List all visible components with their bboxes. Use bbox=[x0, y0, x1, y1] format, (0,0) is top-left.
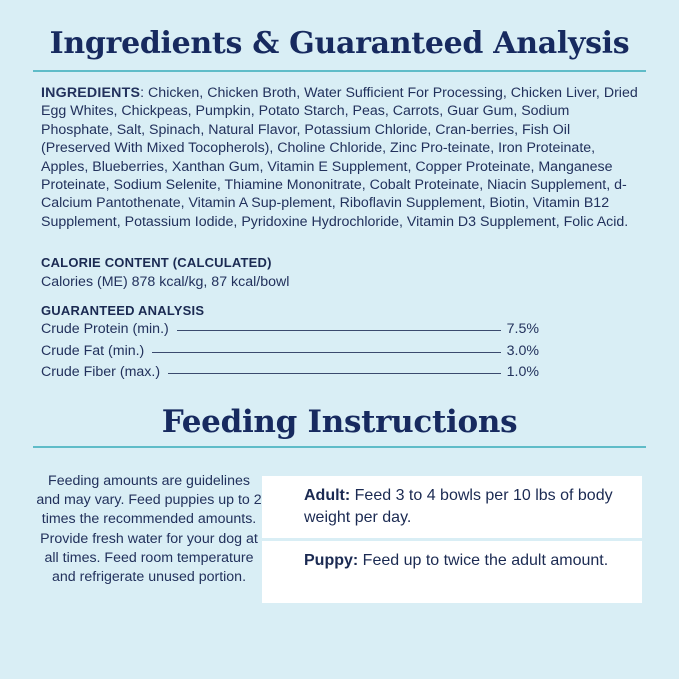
analysis-row-value: 7.5% bbox=[506, 321, 539, 337]
guaranteed-analysis-heading: GUARANTEED ANALYSIS bbox=[41, 303, 205, 318]
analysis-row-name: Crude Fat (min.) bbox=[41, 343, 145, 359]
ingredients-analysis-title: Ingredients & Guaranteed Analysis bbox=[49, 26, 630, 61]
calorie-content-heading: CALORIE CONTENT (CALCULATED) bbox=[41, 255, 272, 270]
analysis-row-name: Crude Protein (min.) bbox=[41, 321, 169, 337]
adult-label: Adult: bbox=[304, 487, 351, 504]
adult-instructions: Feed 3 to 4 bowls per 10 lbs of body weight per day. bbox=[304, 487, 613, 526]
ingredients-list: : Chicken, Chicken Broth, Water Sufficient For Processing, Chicken Liver, Dried Egg Whites, Chickpeas, Pumpkin, Potato Starch, Peas, Carrots, Guar Gum, Sodium Phosphate, Salt, Spinach, Natural Flavor, Potassium Chloride, Cran-berries, Fish Oil (Preserved With Mixed Tocopherols), Choline Chloride, Zinc Pro-teinate, Iron Proteinate, Apples, Blueberries, Xanthan Gum, Vitamin E Supplement, Copper Proteinate, Manganese Proteinate, Sodium Selenite, Thiamine Mononitrate, Cobalt Proteinate, Niacin Supplement, d-Calcium Pantothenate, Vitamin A Sup-plement, Riboflavin Supplement, Biotin, Vitamin B12 Supplement, Potassium Iodide, Pyridoxine Hydrochloride, Vitamin D3 Supplement, Folic Acid. bbox=[41, 85, 638, 230]
analysis-row-value: 1.0% bbox=[506, 364, 539, 380]
calorie-content-value: Calories (ME) 878 kcal/kg, 87 kcal/bowl bbox=[41, 274, 290, 290]
feeding-note: Feeding amounts are guidelines and may vary. Feed puppies up to 2 times the recommended amounts. Provide fresh water for your dog at all times. Feed room temperature and refrigerate unused portion. bbox=[36, 473, 262, 586]
puppy-feeding-card bbox=[262, 541, 642, 603]
analysis-row-name: Crude Fiber (max.) bbox=[41, 364, 161, 380]
title-divider bbox=[33, 446, 646, 448]
analysis-row-crude-protein bbox=[41, 320, 539, 338]
analysis-leader-line bbox=[152, 352, 500, 353]
puppy-label: Puppy: bbox=[304, 552, 359, 569]
analysis-row-crude-fiber bbox=[41, 363, 539, 381]
analysis-row-value: 3.0% bbox=[506, 343, 539, 359]
adult-feeding-card bbox=[262, 476, 642, 538]
title-divider bbox=[33, 70, 646, 72]
puppy-instructions: Feed up to twice the adult amount. bbox=[358, 552, 609, 569]
ingredients-label: INGREDIENTS bbox=[41, 85, 141, 101]
ingredients-paragraph bbox=[41, 84, 641, 231]
analysis-row-crude-fat bbox=[41, 342, 539, 360]
feeding-instructions-title: Feeding Instructions bbox=[161, 404, 518, 440]
analysis-leader-line bbox=[168, 373, 501, 374]
analysis-leader-line bbox=[177, 330, 501, 331]
